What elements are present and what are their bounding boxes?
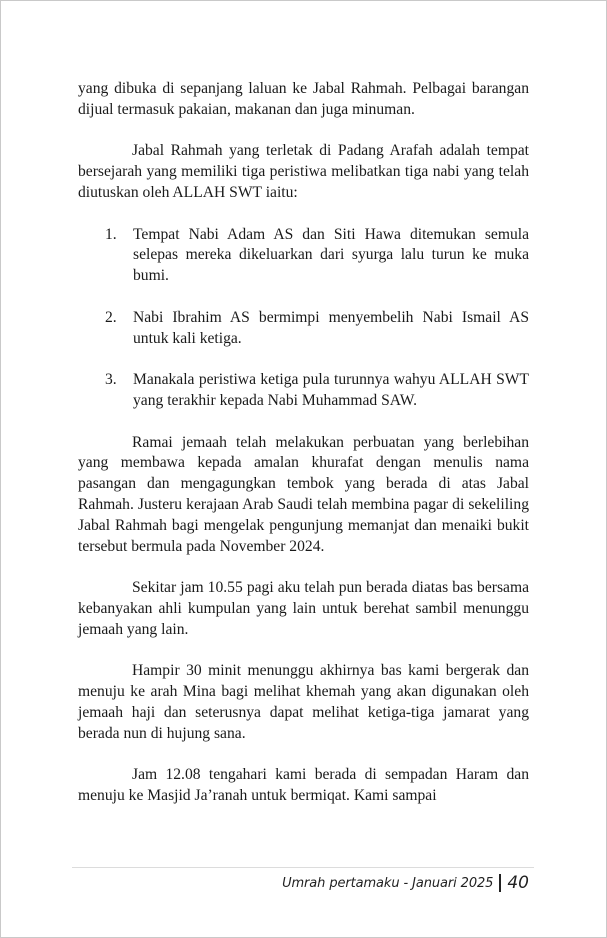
- list-item: [78, 225, 529, 287]
- list-item-text: Manakala peristiwa ketiga pula turunnya wahyu ALLAH SWT yang terakhir kepada Nabi Muhammad SAW.: [133, 371, 529, 409]
- list-item: [78, 370, 529, 412]
- list-item-text: Nabi Ibrahim AS bermimpi menyembelih Nabi Ismail AS untuk kali ketiga.: [133, 308, 529, 347]
- footer-separator: [499, 874, 501, 892]
- footer-divider: [72, 867, 534, 868]
- paragraph-jabal-rahmah-intro: Jabal Rahmah yang terletak di Padang Arafah adalah tempat bersejarah yang memiliki tiga peristiwa melibatkan tiga nabi yang telah diutuskan oleh ALLAH SWT iaitu:: [78, 142, 529, 201]
- footer-book-title: Umrah pertamaku - Januari 2025: [282, 875, 494, 891]
- paragraph-bas: Sekitar jam 10.55 pagi aku telah pun berada diatas bas bersama kebanyakan ahli kumpulan yang lain untuk berehat sambil menunggu jemaah yang lain.: [78, 579, 529, 638]
- paragraph-miqat: Jam 12.08 tengahari kami berada di sempadan Haram dan menuju ke Masjid Ja’ranah untuk bermiqat. Kami sampai: [78, 766, 529, 805]
- page-number: 40: [507, 873, 529, 893]
- paragraph-khurafat: Ramai jemaah telah melakukan perbuatan yang berlebihan yang membawa kepada amalan khurafat dengan menulis nama pasangan dan mengagungkan tembok yang berada di atas Jabal Rahmah. Justeru kerajaan Arab Saudi telah membina pagar di sekeliling Jabal Rahmah bagi mengelak pengunjung memanjat dan menaiki bukit tersebut bermula pada November 2024.: [78, 433, 529, 555]
- list-item: [78, 308, 529, 350]
- page-footer: [282, 871, 529, 895]
- list-item-number: 3.: [105, 371, 117, 389]
- list-item-number: 2.: [105, 308, 117, 326]
- document-body: [78, 79, 529, 828]
- list-item-text: Tempat Nabi Adam AS dan Siti Hawa ditemukan semula selepas mereka dikeluarkan dari syurga lalu turun ke muka bumi.: [133, 225, 529, 285]
- paragraph-continuation: yang dibuka di sepanjang laluan ke Jabal Rahmah. Pelbagai barangan dijual termasuk pakaian, makanan dan juga minuman.: [78, 80, 529, 118]
- list-item-number: 1.: [105, 225, 117, 243]
- paragraph-mina: Hampir 30 minit menunggu akhirnya bas kami bergerak dan menuju ke arah Mina bagi melihat khemah yang akan digunakan oleh jemaah haji dan seterusnya dapat melihat ketiga-tiga jamarat yang berada nun di hujung sana.: [78, 662, 529, 742]
- numbered-list: [78, 225, 529, 412]
